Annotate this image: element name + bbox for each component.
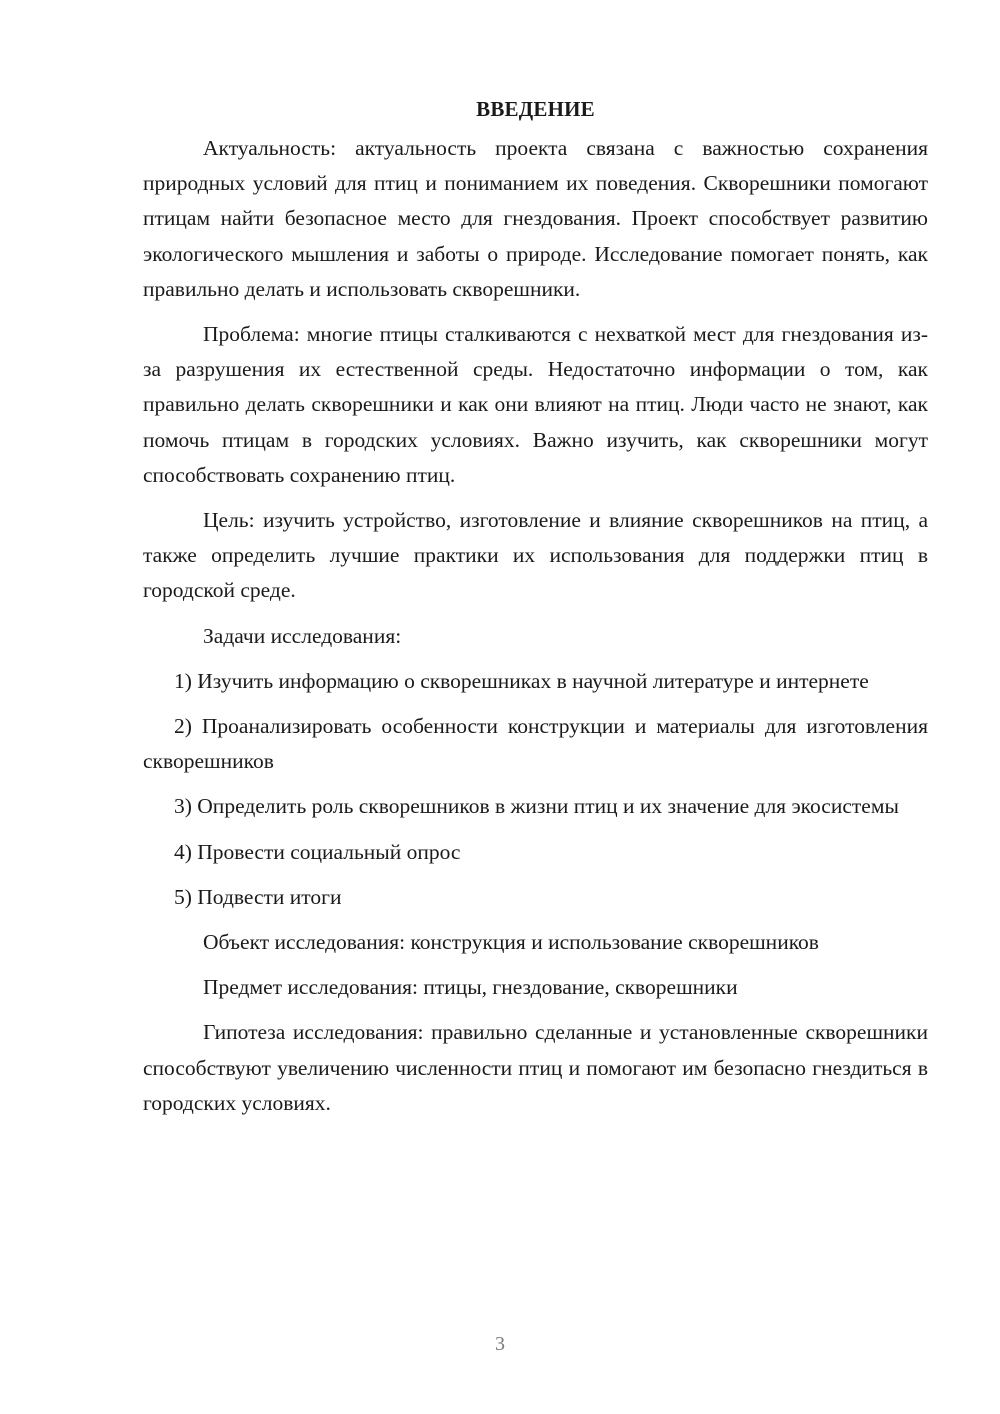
document-page	[143, 92, 928, 1131]
subject-paragraph: Предмет исследования: птицы, гнездование, скворешники	[203, 975, 738, 1000]
tasks-heading: Задачи исследования:	[203, 623, 402, 648]
section-title: ВВЕДЕНИЕ	[476, 97, 595, 121]
page-number: 3	[495, 1333, 505, 1355]
tasks-list	[143, 664, 928, 915]
task-item: 3) Определить роль скворешников в жизни птиц и их значение для экосистемы	[174, 794, 899, 819]
relevance-paragraph: Актуальность: актуальность проекта связана с важностью сохранения природных условий для птиц и пониманием их поведения. Скворешники помогают птицам найти безопасное место для гнездования. Проект способствует развитию экологического мышления и заботы о природе. Исследование помогает понять, как правильно делать и использовать скворешники.	[143, 136, 928, 301]
task-item: 5) Подвести итоги	[174, 884, 342, 909]
hypothesis-paragraph: Гипотеза исследования: правильно сделанные и установленные скворешники способствуют увеличению численности птиц и помогают им безопасно гнездиться в городских условиях.	[143, 1020, 928, 1115]
task-item: 2) Проанализировать особенности конструкции и материалы для изготовления скворешников	[143, 714, 928, 774]
problem-paragraph: Проблема: многие птицы сталкиваются с нехваткой мест для гнездования из-за разрушения их естественной среды. Недостаточно информации о том, как правильно делать скворешники и как они влияют на птиц. Люди часто не знают, как помочь птицам в городских условиях. Важно изучить, как скворешники могут способствовать сохранению птиц.	[143, 322, 928, 487]
task-item: 1) Изучить информацию о скворешниках в научной литературе и интернете	[174, 668, 869, 693]
task-item: 4) Провести социальный опрос	[174, 839, 461, 864]
object-paragraph: Объект исследования: конструкция и использование скворешников	[203, 930, 819, 955]
goal-paragraph: Цель: изучить устройство, изготовление и влияние скворешников на птиц, а также определить лучшие практики их использования для поддержки птиц в городской среде.	[143, 508, 928, 603]
